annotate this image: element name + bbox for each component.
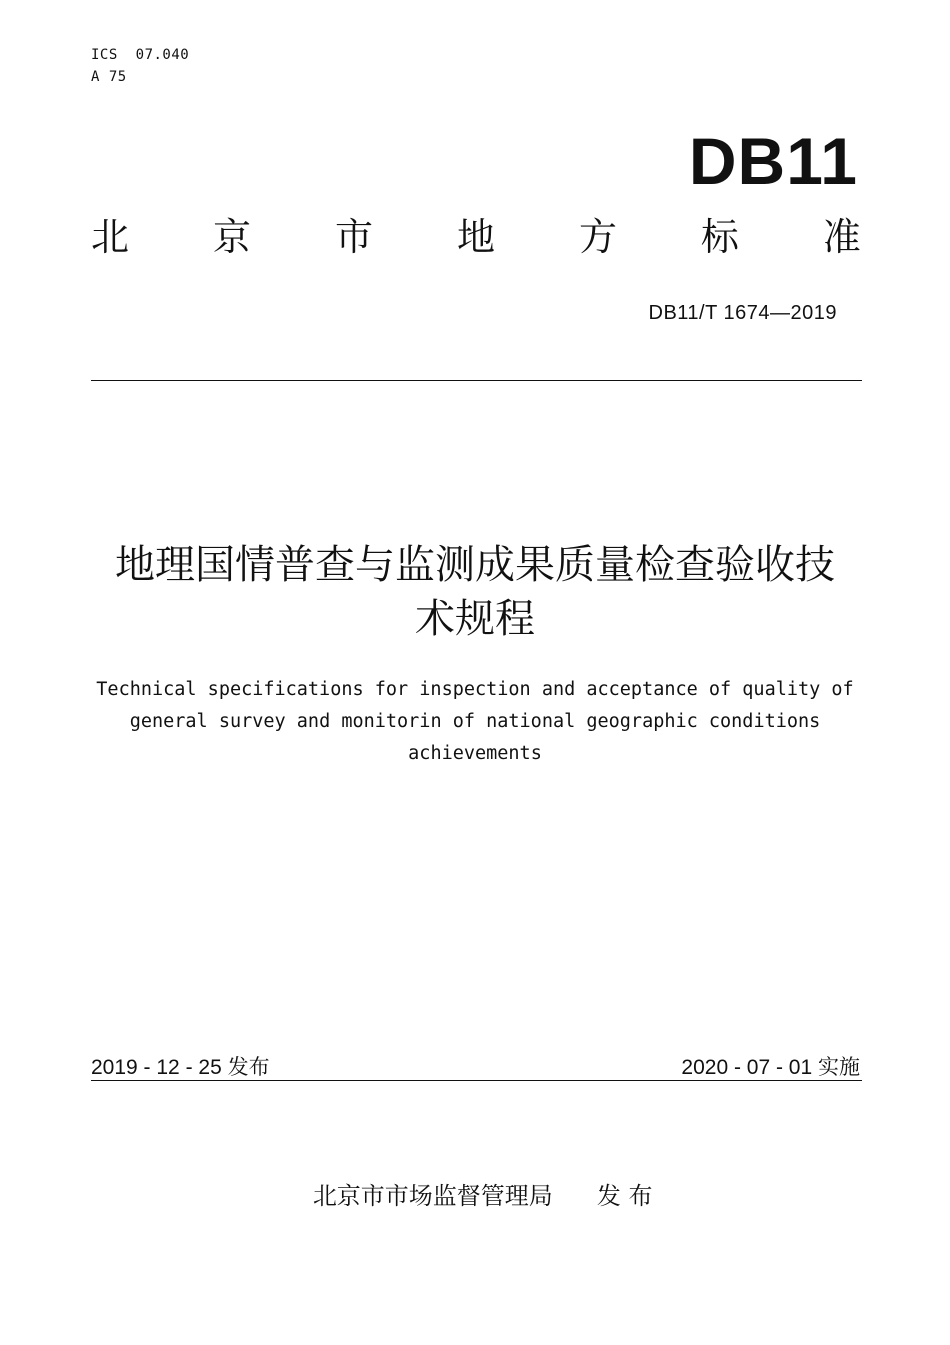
issuer-organization: 北京市市场监督管理局 [312, 1182, 553, 1210]
standard-level-char: 北 [91, 215, 130, 259]
standard-level-char: 地 [456, 215, 495, 259]
standard-level-char: 方 [578, 215, 617, 259]
standard-number: DB11/T 1674—2019 [648, 302, 837, 324]
standard-level-title [91, 215, 861, 259]
implementation-date: 2020 - 07 - 01 实施 [681, 1056, 860, 1079]
english-title-line: Technical specifications for inspection and acceptance of quality of [96, 679, 854, 700]
chinese-title-line: 地理国情普查与监测成果质量检查验收技 [115, 542, 835, 588]
issuer-action: 发 布 [596, 1182, 653, 1210]
ics-code: ICS 07.040 [91, 47, 190, 63]
english-title-line: achievements [408, 743, 542, 764]
english-title-line: general survey and monitorin of national geographic conditions [129, 711, 821, 732]
issuer-line [0, 1148, 950, 1211]
ccs-code: A 75 [91, 69, 127, 85]
english-title [75, 674, 875, 770]
standard-mark: DB11 [688, 124, 858, 198]
chinese-title-line: 术规程 [415, 596, 535, 642]
standard-level-char: 准 [822, 215, 861, 259]
issue-date: 2019 - 12 - 25 发布 [91, 1056, 270, 1079]
standard-level-char: 市 [334, 215, 373, 259]
bottom-divider [91, 1080, 862, 1081]
standard-level-char: 标 [700, 215, 739, 259]
chinese-title [75, 538, 875, 646]
top-divider [91, 380, 862, 381]
standard-level-char: 京 [212, 215, 251, 259]
